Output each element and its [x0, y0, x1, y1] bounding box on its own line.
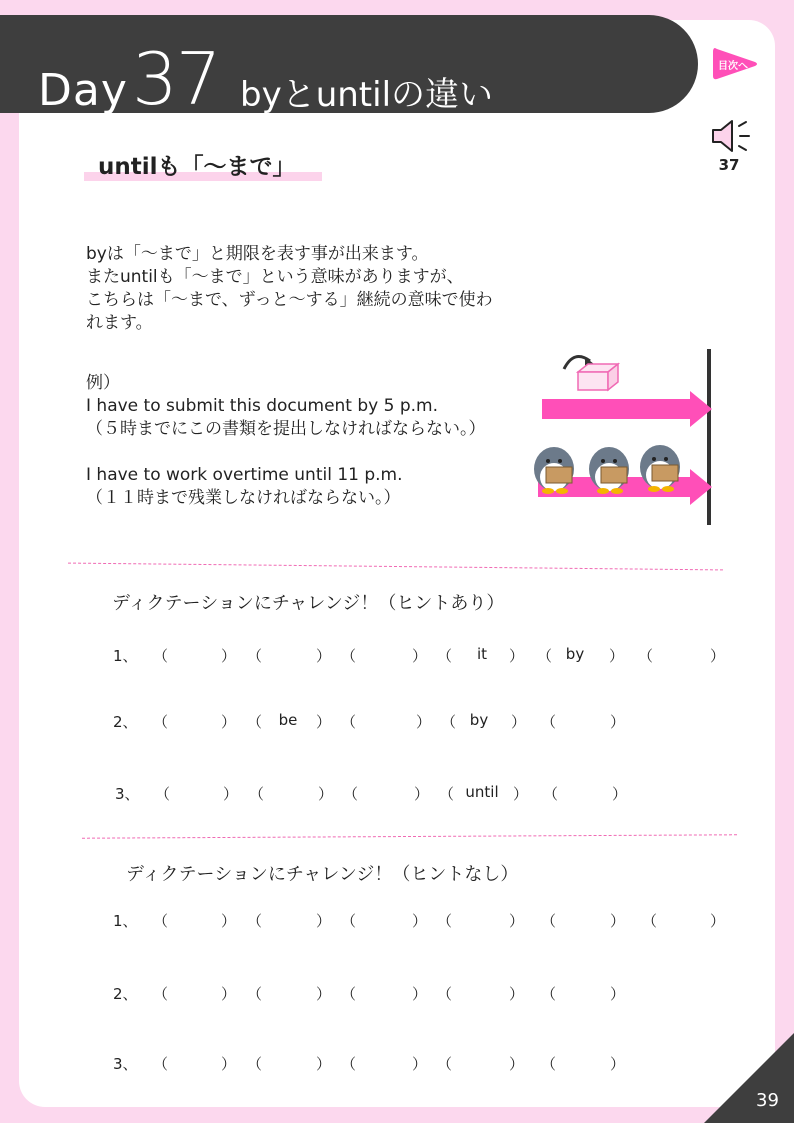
- blank-open: （: [249, 785, 265, 803]
- blank-open: （: [341, 713, 357, 731]
- blank-open: （: [155, 785, 171, 803]
- row-number: 1、: [113, 912, 138, 930]
- blank-open: （: [153, 647, 169, 665]
- section-title: untilも「～まで」: [98, 154, 296, 180]
- challenge-title-with-hints: ディクテーションにチャレンジ！（ヒントあり）: [112, 593, 505, 614]
- blank-open: （: [437, 647, 453, 665]
- example-sentence-ja: （５時までにこの書類を提出しなければならない。）: [86, 419, 486, 439]
- blank-close: ）: [610, 985, 626, 1003]
- example-sentence-ja: （１１時まで残業しなければならない。）: [86, 488, 401, 508]
- box-icon: [578, 364, 618, 390]
- speaker-icon: [708, 118, 754, 154]
- row-number: 2、: [113, 985, 138, 1003]
- blank-open: （: [247, 647, 263, 665]
- challenge-title-without-hints: ディクテーションにチャレンジ！（ヒントなし）: [126, 864, 519, 885]
- blank-close: ）: [416, 713, 432, 731]
- blank-close: ）: [316, 647, 332, 665]
- example-label: 例）: [86, 373, 120, 393]
- blank-close: ）: [316, 912, 332, 930]
- blank-close: ）: [318, 785, 334, 803]
- blank-open: （: [439, 785, 455, 803]
- blank-input[interactable]: by: [469, 711, 489, 729]
- day-topic: byとuntilの違い: [240, 75, 494, 115]
- blank-open: （: [543, 785, 559, 803]
- blank-open: （: [247, 713, 263, 731]
- blank-close: ）: [509, 985, 525, 1003]
- blank-open: （: [247, 985, 263, 1003]
- explanation-line: れます。: [86, 313, 153, 333]
- day-header: [0, 15, 698, 121]
- page-number: 39: [756, 1090, 779, 1111]
- blank-close: ）: [610, 912, 626, 930]
- blank-open: （: [153, 1055, 169, 1073]
- blank-close: ）: [412, 985, 428, 1003]
- blank-open: （: [153, 985, 169, 1003]
- row-number: 3、: [113, 1055, 138, 1073]
- blank-close: ）: [612, 785, 628, 803]
- blank-close: ）: [610, 1055, 626, 1073]
- example-sentence-en: I have to submit this document by 5 p.m.: [86, 396, 439, 416]
- blank-open: （: [343, 785, 359, 803]
- blank-open: （: [153, 912, 169, 930]
- by-until-illustration: [530, 345, 720, 530]
- arrow-by: [542, 391, 712, 427]
- blank-close: ）: [609, 647, 625, 665]
- blank-close: ）: [223, 785, 239, 803]
- blank-close: ）: [412, 912, 428, 930]
- blank-open: （: [437, 912, 453, 930]
- blank-open: （: [341, 985, 357, 1003]
- blank-open: （: [153, 713, 169, 731]
- blank-open: （: [541, 713, 557, 731]
- blank-open: （: [541, 985, 557, 1003]
- blank-close: ）: [316, 985, 332, 1003]
- page-corner: [704, 1033, 794, 1123]
- blank-open: （: [541, 1055, 557, 1073]
- explanation-line: こちらは「～まで、ずっと～する」継続の意味で使わ: [86, 290, 493, 310]
- blank-close: ）: [316, 1055, 332, 1073]
- blank-input[interactable]: be: [278, 711, 298, 729]
- toc-button[interactable]: [711, 44, 759, 84]
- example-sentence-en: I have to work overtime until 11 p.m.: [86, 465, 403, 485]
- blank-close: ）: [710, 647, 726, 665]
- blank-close: ）: [412, 647, 428, 665]
- day-number: 37: [132, 37, 220, 121]
- explanation-line: またuntilも「～まで」という意味がありますが、: [86, 267, 464, 287]
- blank-input[interactable]: until: [465, 783, 499, 801]
- blank-close: ）: [221, 713, 237, 731]
- blank-open: （: [437, 985, 453, 1003]
- blank-close: ）: [412, 1055, 428, 1073]
- blank-open: （: [341, 647, 357, 665]
- blank-close: ）: [414, 785, 430, 803]
- blank-open: （: [341, 912, 357, 930]
- blank-close: ）: [221, 647, 237, 665]
- blank-open: （: [441, 713, 457, 731]
- blank-open: （: [541, 912, 557, 930]
- blank-close: ）: [509, 1055, 525, 1073]
- blank-close: ）: [509, 647, 525, 665]
- blank-close: ）: [710, 912, 726, 930]
- explanation-line: byは「～まで」と期限を表す事が出来ます。: [86, 244, 429, 264]
- blank-close: ）: [221, 912, 237, 930]
- blank-close: ）: [509, 912, 525, 930]
- day-word: Day: [38, 65, 128, 116]
- blank-open: （: [537, 647, 553, 665]
- row-number: 3、: [115, 785, 140, 803]
- blank-close: ）: [316, 713, 332, 731]
- audio-track-number: 37: [718, 156, 740, 174]
- blank-open: （: [638, 647, 654, 665]
- blank-close: ）: [610, 713, 626, 731]
- blank-close: ）: [221, 985, 237, 1003]
- blank-open: （: [341, 1055, 357, 1073]
- example-spacer: [86, 441, 486, 464]
- row-number: 2、: [113, 713, 138, 731]
- blank-open: （: [642, 912, 658, 930]
- blank-close: ）: [513, 785, 529, 803]
- example-block: [86, 372, 486, 510]
- blank-input[interactable]: it: [476, 645, 488, 663]
- blank-open: （: [247, 1055, 263, 1073]
- explanation-text: [86, 243, 493, 335]
- blank-close: ）: [221, 1055, 237, 1073]
- blank-close: ）: [511, 713, 527, 731]
- blank-input[interactable]: by: [565, 645, 585, 663]
- blank-open: （: [437, 1055, 453, 1073]
- section-heading: [84, 148, 296, 181]
- blank-open: （: [247, 912, 263, 930]
- row-number: 1、: [113, 647, 138, 665]
- audio-button[interactable]: [708, 118, 754, 176]
- toc-label: 目次へ: [718, 61, 748, 72]
